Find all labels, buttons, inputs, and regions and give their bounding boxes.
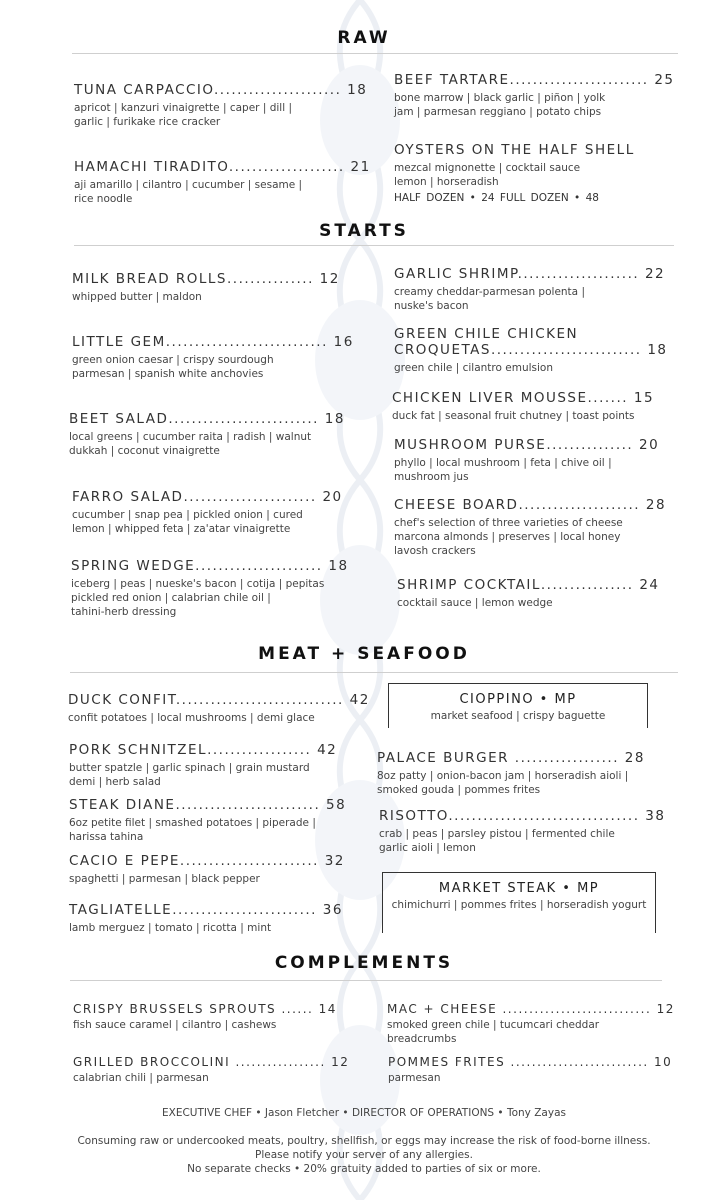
menu-item-shrimp-cocktail [397, 577, 660, 610]
menu-item-pork-schnitzel [69, 742, 337, 789]
item-description: local greens | cucumber raita | radish | walnut dukkah | coconut vinaigrette [69, 431, 312, 457]
item-name: MILK BREAD ROLLS............... 12 [72, 271, 340, 287]
item-name: POMMES FRITES .......................... 10 [388, 1055, 673, 1069]
item-name: CHEESE BOARD..................... 28 [394, 497, 667, 513]
item-name: PORK SCHNITZEL.................. 42 [69, 742, 338, 758]
section-title-meat-seafood: MEAT + SEAFOOD [258, 644, 470, 664]
section-divider [72, 53, 678, 54]
item-name: PALACE BURGER .................. 28 [377, 750, 645, 766]
menu-item-tuna-carpaccio [74, 82, 367, 129]
item-name: SPRING WEDGE...................... 18 [71, 558, 349, 574]
item-description: smoked green chile | tucumcari cheddar breadcrumbs [387, 1019, 600, 1045]
item-name: TUNA CARPACCIO...................... 18 [74, 82, 368, 98]
item-description: lamb merguez | tomato | ricotta | mint [69, 922, 272, 934]
section-title-starts: STARTS [319, 221, 409, 241]
section-title-raw: RAW [337, 28, 391, 48]
allergy-notice: Please notify your server of any allergies. [255, 1149, 473, 1161]
item-name: GRILLED BROCCOLINI ................. 12 [73, 1055, 350, 1069]
menu-item-garlic-shrimp [394, 266, 665, 313]
featured-box-cioppino [388, 683, 648, 728]
menu-item-palace-burger [377, 750, 645, 797]
item-description: duck fat | seasonal fruit chutney | toast points [392, 410, 635, 422]
item-description: mezcal mignonette | cocktail sauce lemon | horseradish [394, 162, 581, 188]
menu-item-chicken-liver-mousse [392, 390, 654, 423]
menu-item-beef-tartare [394, 72, 675, 119]
item-name: OYSTERS ON THE HALF SHELL [394, 142, 635, 158]
item-description: green chile | cilantro emulsion [394, 362, 553, 374]
item-description: 8oz patty | onion-bacon jam | horseradish aioli | smoked gouda | pommes frites [377, 770, 629, 796]
item-name: CIOPPINO • MP [459, 692, 577, 707]
item-name: STEAK DIANE......................... 58 [69, 797, 347, 813]
item-description: market seafood | crispy baguette [430, 710, 606, 722]
item-name: MAC + CHEESE ............................ 12 [387, 1002, 675, 1016]
menu-item-cheese-board [394, 497, 666, 558]
item-name: CHICKEN LIVER MOUSSE....... 15 [392, 390, 655, 406]
menu-item-crispy-brussels-sprouts [73, 1001, 337, 1032]
menu-item-pommes-frites [388, 1054, 672, 1085]
item-description: iceberg | peas | nueske's bacon | cotija | pepitas pickled red onion | calabrian chile oil | tahini-herb dressing [71, 578, 325, 618]
item-description: crab | peas | parsley pistou | fermented chile garlic aioli | lemon [379, 828, 615, 854]
item-description: whipped butter | maldon [72, 291, 202, 303]
item-description: green onion caesar | crispy sourdough parmesan | spanish white anchovies [72, 354, 274, 380]
chef-credits: EXECUTIVE CHEF • Jason Fletcher • DIRECTOR OF OPERATIONS • Tony Zayas [162, 1107, 566, 1119]
item-description: calabrian chili | parmesan [73, 1072, 209, 1084]
item-name: CRISPY BRUSSELS SPROUTS ...... 14 [73, 1002, 337, 1016]
item-name: DUCK CONFIT............................. 42 [68, 692, 370, 708]
item-description: apricot | kanzuri vinaigrette | caper | dill | garlic | furikake rice cracker [74, 102, 292, 128]
menu-item-farro-salad [72, 489, 343, 536]
item-description: parmesan [388, 1072, 441, 1084]
item-description: aji amarillo | cilantro | cucumber | sesame | rice noodle [74, 179, 303, 205]
menu-item-cacio-e-pepe [69, 853, 345, 886]
section-divider [74, 245, 674, 246]
section-divider [70, 672, 678, 673]
item-description: chimichurri | pommes frites | horseradish yogurt [391, 899, 647, 911]
item-description: cocktail sauce | lemon wedge [397, 597, 553, 609]
item-description: 6oz petite filet | smashed potatoes | piperade | harissa tahina [69, 817, 316, 843]
menu-item-mushroom-purse [394, 437, 659, 484]
menu-item-beet-salad [69, 411, 345, 458]
item-name: GARLIC SHRIMP..................... 22 [394, 266, 666, 282]
menu-item-oysters [394, 142, 635, 204]
item-name: RISOTTO................................. 38 [379, 808, 666, 824]
item-description: spaghetti | parmesan | black pepper [69, 873, 260, 885]
section-title-complements: COMPLEMENTS [274, 953, 454, 973]
item-description: chef's selection of three varieties of cheese marcona almonds | preserves | local honey lavosh crackers [394, 517, 623, 557]
item-name: MARKET STEAK • MP [438, 881, 600, 896]
menu-item-hamachi-tiradito [74, 159, 371, 206]
menu-item-milk-bread-rolls [72, 271, 340, 304]
menu-item-spring-wedge [71, 558, 349, 619]
item-name: HAMACHI TIRADITO.................... 21 [74, 159, 371, 175]
item-description: confit potatoes | local mushrooms | demi glace [68, 712, 315, 724]
menu-item-risotto [379, 808, 665, 855]
item-name: GREEN CHILE CHICKEN CROQUETAS.......................... 18 [394, 326, 668, 358]
menu-item-little-gem [72, 334, 354, 381]
menu-item-mac-cheese [387, 1001, 675, 1046]
item-name: CACIO E PEPE........................ 32 [69, 853, 345, 869]
menu-item-steak-diane [69, 797, 346, 844]
item-name: FARRO SALAD....................... 20 [72, 489, 343, 505]
menu-item-green-chile-croquetas [394, 326, 668, 375]
item-name: SHRIMP COCKTAIL................ 24 [397, 577, 660, 593]
item-description: butter spatzle | garlic spinach | grain mustard demi | herb salad [69, 762, 310, 788]
item-description: bone marrow | black garlic | piñon | yolk jam | parmesan reggiano | potato chips [394, 92, 606, 118]
item-name: TAGLIATELLE......................... 36 [69, 902, 343, 918]
item-description: fish sauce caramel | cilantro | cashews [73, 1019, 277, 1031]
menu-item-duck-confit [68, 692, 370, 725]
item-name: LITTLE GEM............................ 16 [72, 334, 354, 350]
menu-item-tagliatelle [69, 902, 343, 935]
section-divider [70, 980, 662, 981]
food-safety-warning: Consuming raw or undercooked meats, poultry, shellfish, or eggs may increase the risk of food-borne illness. [77, 1135, 651, 1147]
item-description: cucumber | snap pea | pickled onion | cured lemon | whipped feta | za'atar vinaigrette [72, 509, 303, 535]
item-name: BEEF TARTARE........................ 25 [394, 72, 675, 88]
featured-box-market-steak [382, 872, 656, 933]
item-description: phyllo | local mushroom | feta | chive oil | mushroom jus [394, 457, 612, 483]
item-name: BEET SALAD.......................... 18 [69, 411, 345, 427]
item-description: creamy cheddar-parmesan polenta | nuske's bacon [394, 286, 585, 312]
item-name: MUSHROOM PURSE............... 20 [394, 437, 660, 453]
oyster-sizes: HALF DOZEN • 24 FULL DOZEN • 48 [394, 192, 599, 204]
menu-item-grilled-broccolini [73, 1054, 349, 1085]
gratuity-notice: No separate checks • 20% gratuity added to parties of six or more. [187, 1163, 541, 1175]
